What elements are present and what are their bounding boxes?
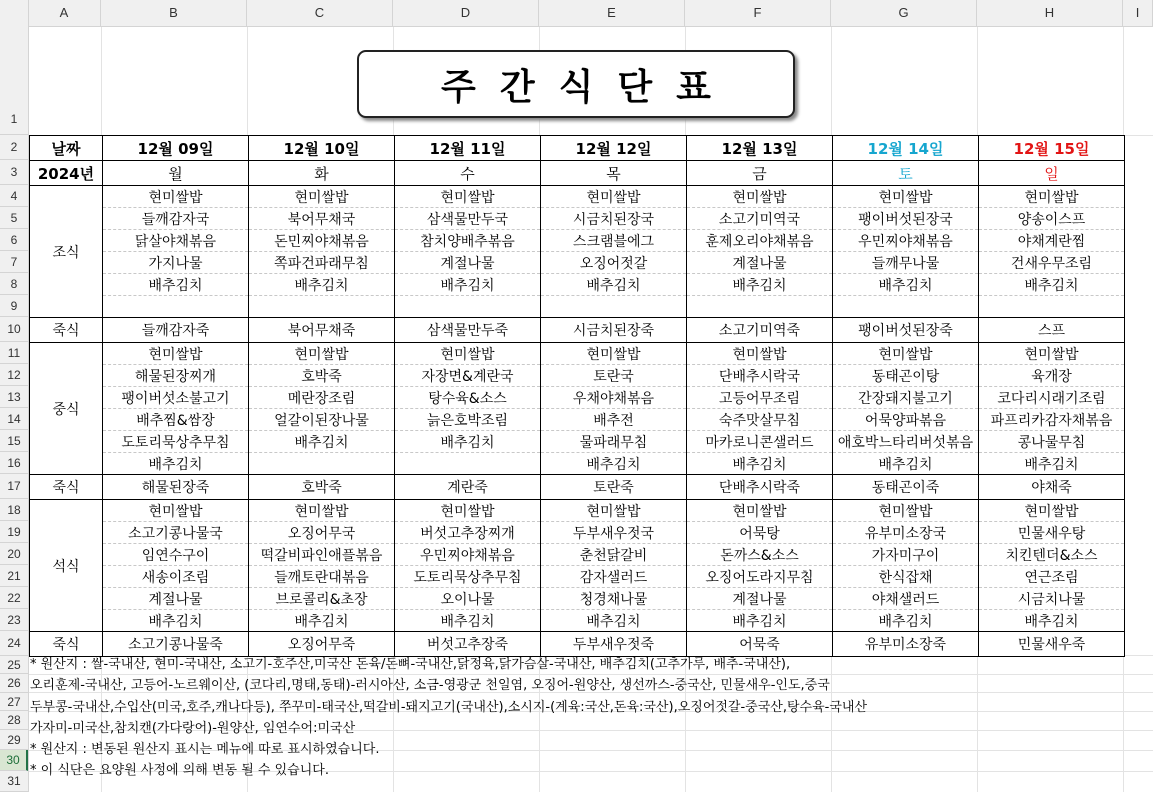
row-header[interactable]: 21 [0, 565, 28, 587]
menu-cell[interactable]: 배추김치 [979, 453, 1125, 475]
menu-cell[interactable]: 현미쌀밥 [103, 186, 249, 208]
menu-cell[interactable]: 가자미구이 [833, 544, 979, 566]
porridge-cell[interactable]: 토란죽 [541, 475, 687, 500]
porridge-cell[interactable]: 들깨감자죽 [103, 318, 249, 343]
porridge-cell[interactable]: 해물된장죽 [103, 475, 249, 500]
row-header[interactable]: 20 [0, 543, 28, 565]
menu-cell[interactable]: 야채샐러드 [833, 588, 979, 610]
column-header-e[interactable]: E [539, 0, 685, 26]
dinner_porridge-row [30, 632, 1125, 657]
dinner-row [30, 588, 1125, 610]
menu-cell[interactable]: 현미쌀밥 [979, 500, 1125, 522]
breakfast_porridge-label-cell[interactable]: 죽식 [30, 318, 103, 343]
lunch-row [30, 343, 1125, 365]
menu-cell[interactable]: 배추김치 [541, 274, 687, 296]
menu-cell[interactable] [833, 296, 979, 318]
date-label-cell[interactable]: 날짜 [30, 136, 103, 161]
porridge-cell[interactable]: 팽이버섯된장죽 [833, 318, 979, 343]
weekly-menu-table [29, 135, 1125, 657]
menu-cell[interactable]: 시금치된장국 [541, 208, 687, 230]
row-header[interactable]: 29 [0, 730, 28, 750]
column-header-i[interactable]: I [1123, 0, 1153, 26]
menu-cell[interactable]: 현미쌀밥 [979, 186, 1125, 208]
menu-cell[interactable]: 배추김치 [395, 274, 541, 296]
row-header[interactable]: 7 [0, 251, 28, 273]
weekday-cell[interactable]: 화 [249, 161, 395, 186]
weekday-cell[interactable]: 일 [979, 161, 1125, 186]
menu-cell[interactable]: 배추찜&쌈장 [103, 409, 249, 431]
menu-cell[interactable]: 버섯고추장찌개 [395, 522, 541, 544]
row-header[interactable]: 1 [0, 26, 28, 135]
date-cell[interactable]: 12월 09일 [103, 136, 249, 161]
menu-cell[interactable]: 어묵탕 [687, 522, 833, 544]
menu-cell[interactable]: 임연수구이 [103, 544, 249, 566]
porridge-cell[interactable]: 유부미소장죽 [833, 632, 979, 657]
row-header[interactable]: 23 [0, 609, 28, 631]
row-header[interactable]: 8 [0, 273, 28, 295]
row-header[interactable]: 17 [0, 474, 28, 499]
menu-cell[interactable]: 얼갈이된장나물 [249, 409, 395, 431]
menu-cell[interactable] [103, 296, 249, 318]
weekday-cell[interactable]: 금 [687, 161, 833, 186]
menu-cell[interactable]: 탕수육&소스 [395, 387, 541, 409]
menu-cell[interactable]: 우채야채볶음 [541, 387, 687, 409]
row-header[interactable]: 4 [0, 185, 28, 207]
breakfast-label-cell[interactable]: 조식 [30, 186, 103, 318]
menu-cell[interactable] [395, 453, 541, 475]
menu-cell[interactable]: 브로콜리&초장 [249, 588, 395, 610]
menu-cell[interactable]: 훈제오리야채볶음 [687, 230, 833, 252]
menu-cell[interactable]: 현미쌀밥 [687, 500, 833, 522]
menu-cell[interactable] [249, 296, 395, 318]
row-header[interactable]: 10 [0, 317, 28, 342]
weekday-cell[interactable]: 목 [541, 161, 687, 186]
row-header[interactable]: 28 [0, 711, 28, 730]
row-header[interactable]: 19 [0, 521, 28, 543]
menu-cell[interactable]: 배추김치 [249, 610, 395, 632]
porridge-cell[interactable]: 오징어무죽 [249, 632, 395, 657]
menu-cell[interactable]: 도토리묵상추무침 [395, 566, 541, 588]
menu-cell[interactable]: 현미쌀밥 [395, 186, 541, 208]
menu-cell[interactable]: 팽이버섯소불고기 [103, 387, 249, 409]
menu-cell[interactable]: 시금치나물 [979, 588, 1125, 610]
menu-cell[interactable]: 배추전 [541, 409, 687, 431]
note-line[interactable]: 가자미-미국산,참치캔(가다랑어)-원양산, 임연수어:미국산 [30, 720, 356, 736]
row-header[interactable]: 16 [0, 452, 28, 474]
menu-cell[interactable]: 동태곤이탕 [833, 365, 979, 387]
menu-cell[interactable]: 도토리묵상추무침 [103, 431, 249, 453]
menu-cell[interactable] [541, 296, 687, 318]
menu-cell[interactable]: 우민찌야채볶음 [395, 544, 541, 566]
breakfast-row [30, 186, 1125, 208]
row-header[interactable]: 26 [0, 674, 28, 693]
breakfast-row [30, 208, 1125, 230]
year-cell[interactable]: 2024년 [30, 161, 103, 186]
menu-cell[interactable]: 현미쌀밥 [541, 500, 687, 522]
dinner-row [30, 544, 1125, 566]
menu-cell[interactable]: 춘천닭갈비 [541, 544, 687, 566]
menu-cell[interactable]: 오징어젓갈 [541, 252, 687, 274]
menu-cell[interactable]: 단배추시락국 [687, 365, 833, 387]
breakfast-row [30, 274, 1125, 296]
row-header[interactable]: 9 [0, 295, 28, 317]
menu-cell[interactable]: 건새우무조림 [979, 252, 1125, 274]
page-title: 주간식단표 [441, 66, 735, 108]
menu-cell[interactable]: 소고기콩나물국 [103, 522, 249, 544]
row-header[interactable]: 22 [0, 587, 28, 609]
menu-cell[interactable]: 우민찌야채볶음 [833, 230, 979, 252]
menu-cell[interactable]: 콩나물무침 [979, 431, 1125, 453]
menu-cell[interactable]: 토란국 [541, 365, 687, 387]
menu-cell[interactable]: 현미쌀밥 [833, 186, 979, 208]
menu-cell[interactable]: 간장돼지불고기 [833, 387, 979, 409]
porridge-cell[interactable]: 버섯고추장죽 [395, 632, 541, 657]
porridge-cell[interactable]: 민물새우죽 [979, 632, 1125, 657]
note-line[interactable]: 두부콩-국내산,수입산(미국,호주,캐나다등), 쭈꾸미-태국산,떡갈비-돼지고기(국내산),소시지-(계육:국산,돈육:국산),오징어젓갈-중국산,탕수육-국내산 [30, 699, 868, 715]
menu-cell[interactable]: 해물된장찌개 [103, 365, 249, 387]
menu-cell[interactable]: 늙은호박조림 [395, 409, 541, 431]
date-cell[interactable]: 12월 11일 [395, 136, 541, 161]
menu-cell[interactable]: 배추김치 [833, 274, 979, 296]
weekday-cell[interactable]: 수 [395, 161, 541, 186]
title-box[interactable] [357, 50, 795, 118]
menu-cell[interactable]: 들깨감자국 [103, 208, 249, 230]
menu-cell[interactable]: 육개장 [979, 365, 1125, 387]
row-header-selected[interactable]: 30 [0, 750, 28, 771]
select-all-corner[interactable] [0, 0, 29, 26]
menu-cell[interactable]: 한식잡채 [833, 566, 979, 588]
lunch-row [30, 365, 1125, 387]
dinner-row [30, 566, 1125, 588]
column-header-a[interactable]: A [28, 0, 101, 26]
menu-cell[interactable]: 현미쌀밥 [541, 186, 687, 208]
menu-cell[interactable]: 배추김치 [103, 274, 249, 296]
menu-cell[interactable]: 파프리카감자채볶음 [979, 409, 1125, 431]
menu-cell[interactable]: 계절나물 [687, 588, 833, 610]
menu-cell[interactable]: 들깨토란대볶음 [249, 566, 395, 588]
menu-cell[interactable]: 현미쌀밥 [833, 343, 979, 365]
menu-cell[interactable]: 현미쌀밥 [979, 343, 1125, 365]
menu-cell[interactable]: 쪽파건파래무침 [249, 252, 395, 274]
menu-cell[interactable]: 오징어도라지무침 [687, 566, 833, 588]
porridge-cell[interactable]: 북어무채죽 [249, 318, 395, 343]
menu-cell[interactable]: 배추김치 [979, 274, 1125, 296]
row-header[interactable]: 18 [0, 499, 28, 521]
menu-cell[interactable]: 스크램블에그 [541, 230, 687, 252]
column-header-c[interactable]: C [247, 0, 393, 26]
menu-cell[interactable]: 고등어무조림 [687, 387, 833, 409]
porridge-cell[interactable]: 시금치된장죽 [541, 318, 687, 343]
menu-cell[interactable]: 배추김치 [249, 431, 395, 453]
porridge-cell[interactable]: 소고기콩나물죽 [103, 632, 249, 657]
menu-cell[interactable]: 메란장조림 [249, 387, 395, 409]
date-cell[interactable]: 12월 14일 [833, 136, 979, 161]
breakfast-row [30, 252, 1125, 274]
menu-cell[interactable]: 코다리시래기조림 [979, 387, 1125, 409]
porridge-cell[interactable]: 소고기미역죽 [687, 318, 833, 343]
breakfast-row [30, 296, 1125, 318]
note-line[interactable]: * 원산지 : 변동된 원산지 표시는 메뉴에 따로 표시하였습니다. [30, 742, 380, 758]
note-line[interactable]: * 이 식단은 요양원 사정에 의해 변동 될 수 있습니다. [30, 763, 329, 779]
column-header-b[interactable]: B [101, 0, 247, 26]
menu-cell[interactable]: 현미쌀밥 [103, 500, 249, 522]
menu-cell[interactable]: 현미쌀밥 [395, 500, 541, 522]
porridge-cell[interactable]: 어묵죽 [687, 632, 833, 657]
menu-cell[interactable]: 감자샐러드 [541, 566, 687, 588]
dinner-label-cell[interactable]: 석식 [30, 500, 103, 632]
column-header-bar [0, 0, 1153, 27]
date-cell[interactable]: 12월 13일 [687, 136, 833, 161]
menu-cell[interactable]: 현미쌀밥 [249, 500, 395, 522]
menu-cell[interactable]: 팽이버섯된장국 [833, 208, 979, 230]
menu-cell[interactable]: 배추김치 [687, 453, 833, 475]
menu-cell[interactable]: 배추김치 [103, 610, 249, 632]
menu-cell[interactable]: 민물새우탕 [979, 522, 1125, 544]
porridge-cell[interactable]: 야채죽 [979, 475, 1125, 500]
lunch-row [30, 387, 1125, 409]
dinner-row [30, 500, 1125, 522]
menu-cell[interactable]: 어묵양파볶음 [833, 409, 979, 431]
note-line[interactable]: * 원산지 : 쌀-국내산, 현미-국내산, 소고기-호주산,미국산 돈육/돈뼈-국내산,닭정육,닭가슴살-국내산, 배추김치(고추가루, 배추-국내산), [30, 657, 791, 672]
row-header[interactable]: 14 [0, 408, 28, 430]
menu-cell[interactable]: 현미쌀밥 [395, 343, 541, 365]
menu-cell[interactable]: 애호박느타리버섯볶음 [833, 431, 979, 453]
menu-cell[interactable]: 호박죽 [249, 365, 395, 387]
notes-section [30, 654, 867, 782]
menu-cell[interactable]: 닭살야채볶음 [103, 230, 249, 252]
menu-cell[interactable]: 유부미소장국 [833, 522, 979, 544]
porridge-cell[interactable]: 계란죽 [395, 475, 541, 500]
menu-cell[interactable]: 자장면&계란국 [395, 365, 541, 387]
breakfast_porridge-row [30, 318, 1125, 343]
menu-cell[interactable]: 계절나물 [395, 252, 541, 274]
menu-cell[interactable]: 배추김치 [103, 453, 249, 475]
menu-cell[interactable] [249, 453, 395, 475]
menu-cell[interactable]: 현미쌀밥 [103, 343, 249, 365]
menu-cell[interactable]: 현미쌀밥 [541, 343, 687, 365]
menu-cell[interactable]: 계절나물 [687, 252, 833, 274]
menu-cell[interactable]: 배추김치 [541, 453, 687, 475]
menu-cell[interactable]: 현미쌀밥 [249, 186, 395, 208]
dinner-row [30, 610, 1125, 632]
porridge-cell[interactable]: 호박죽 [249, 475, 395, 500]
dinner_porridge-label-cell[interactable]: 죽식 [30, 632, 103, 657]
menu-cell[interactable]: 계절나물 [103, 588, 249, 610]
menu-cell[interactable]: 마카로니콘샐러드 [687, 431, 833, 453]
row-header[interactable]: 5 [0, 207, 28, 229]
menu-cell[interactable]: 청경채나물 [541, 588, 687, 610]
menu-cell[interactable]: 배추김치 [833, 453, 979, 475]
weekday-row [30, 161, 1125, 186]
menu-cell[interactable]: 돈까스&소스 [687, 544, 833, 566]
menu-cell[interactable] [979, 296, 1125, 318]
menu-cell[interactable]: 오징어무국 [249, 522, 395, 544]
row-header[interactable]: 12 [0, 364, 28, 386]
porridge-cell[interactable]: 스프 [979, 318, 1125, 343]
dinner-row [30, 522, 1125, 544]
menu-cell[interactable]: 치킨텐더&소스 [979, 544, 1125, 566]
menu-cell[interactable]: 삼색물만두국 [395, 208, 541, 230]
menu-cell[interactable]: 소고기미역국 [687, 208, 833, 230]
row-header[interactable]: 13 [0, 386, 28, 408]
menu-cell[interactable]: 현미쌀밥 [687, 343, 833, 365]
menu-cell[interactable]: 야채계란찜 [979, 230, 1125, 252]
menu-cell[interactable]: 들깨무나물 [833, 252, 979, 274]
menu-cell[interactable]: 가지나물 [103, 252, 249, 274]
column-header-h[interactable]: H [977, 0, 1123, 26]
menu-cell[interactable]: 배추김치 [687, 274, 833, 296]
porridge-cell[interactable]: 삼색물만두죽 [395, 318, 541, 343]
row-header[interactable]: 2 [0, 135, 28, 160]
column-header-f[interactable]: F [685, 0, 831, 26]
breakfast-row [30, 230, 1125, 252]
column-header-d[interactable]: D [393, 0, 539, 26]
row-header[interactable]: 24 [0, 631, 28, 656]
menu-cell[interactable]: 배추김치 [541, 610, 687, 632]
menu-cell[interactable]: 배추김치 [395, 431, 541, 453]
lunch-row [30, 409, 1125, 431]
row-header-bar [0, 26, 29, 792]
menu-cell[interactable]: 북어무채국 [249, 208, 395, 230]
row-header[interactable]: 3 [0, 160, 28, 185]
menu-cell[interactable]: 양송이스프 [979, 208, 1125, 230]
menu-cell[interactable]: 현미쌀밥 [833, 500, 979, 522]
row-header[interactable]: 31 [0, 771, 28, 792]
menu-cell[interactable]: 배추김치 [979, 610, 1125, 632]
date-row [30, 136, 1125, 161]
menu-cell[interactable]: 오이나물 [395, 588, 541, 610]
lunch-row [30, 453, 1125, 475]
date-cell[interactable]: 12월 12일 [541, 136, 687, 161]
menu-cell[interactable] [687, 296, 833, 318]
menu-cell[interactable]: 배추김치 [833, 610, 979, 632]
date-cell[interactable]: 12월 15일 [979, 136, 1125, 161]
note-line[interactable]: 오리훈제-국내산, 고등어-노르웨이산, (코다리,명태,동태)-러시아산, 소금-영광군 천일염, 오징어-원양산, 생선까스-중국산, 민물새우-인도,중국 [30, 678, 830, 694]
porridge-cell[interactable]: 단배추시락죽 [687, 475, 833, 500]
row-header[interactable]: 11 [0, 342, 28, 364]
menu-cell[interactable]: 물파래무침 [541, 431, 687, 453]
porridge-cell[interactable]: 두부새우젓죽 [541, 632, 687, 657]
menu-cell[interactable]: 새송이조림 [103, 566, 249, 588]
menu-cell[interactable]: 현미쌀밥 [249, 343, 395, 365]
row-header[interactable]: 27 [0, 693, 28, 711]
lunch-label-cell[interactable]: 중식 [30, 343, 103, 475]
porridge-cell[interactable]: 동태곤이죽 [833, 475, 979, 500]
menu-cell[interactable]: 숙주맛살무침 [687, 409, 833, 431]
weekday-cell[interactable]: 월 [103, 161, 249, 186]
lunch_porridge-row [30, 475, 1125, 500]
row-header[interactable]: 25 [0, 656, 28, 674]
menu-cell[interactable]: 돈민찌야채볶음 [249, 230, 395, 252]
menu-cell[interactable]: 배추김치 [395, 610, 541, 632]
menu-cell[interactable]: 현미쌀밥 [687, 186, 833, 208]
lunch_porridge-label-cell[interactable]: 죽식 [30, 475, 103, 500]
menu-cell[interactable]: 연근조림 [979, 566, 1125, 588]
menu-cell[interactable]: 두부새우젓국 [541, 522, 687, 544]
menu-cell[interactable]: 떡갈비파인애플볶음 [249, 544, 395, 566]
lunch-row [30, 431, 1125, 453]
date-cell[interactable]: 12월 10일 [249, 136, 395, 161]
menu-cell[interactable] [395, 296, 541, 318]
row-header[interactable]: 15 [0, 430, 28, 452]
row-header[interactable]: 6 [0, 229, 28, 251]
menu-cell[interactable]: 배추김치 [687, 610, 833, 632]
menu-cell[interactable]: 참치양배추볶음 [395, 230, 541, 252]
column-header-g[interactable]: G [831, 0, 977, 26]
weekday-cell[interactable]: 토 [833, 161, 979, 186]
menu-cell[interactable]: 배추김치 [249, 274, 395, 296]
